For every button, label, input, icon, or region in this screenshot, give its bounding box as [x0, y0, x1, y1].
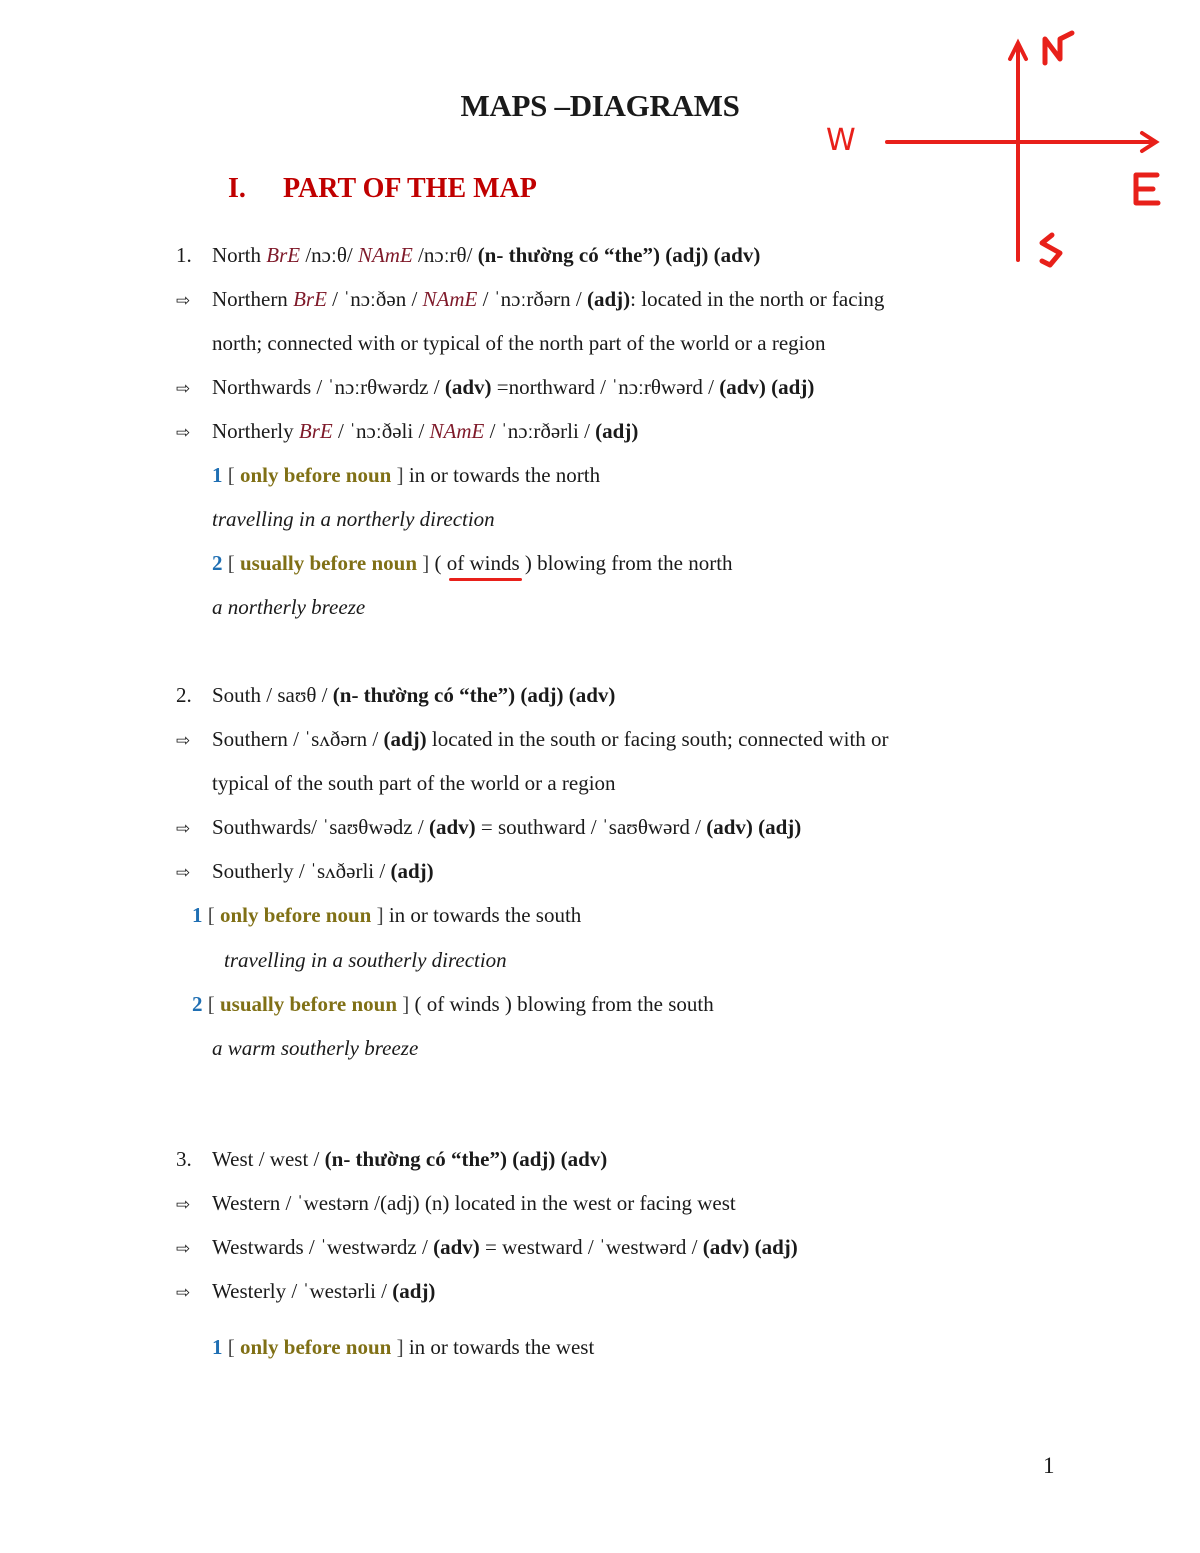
grammar-tag: usually before noun — [220, 992, 397, 1016]
part-of-speech: (n- thường có “the”) (adj) (adv) — [332, 683, 616, 707]
arrow-icon: ⇨ — [176, 379, 191, 399]
arrow-icon: ⇨ — [176, 1195, 191, 1215]
headword: West / west / — [212, 1147, 325, 1171]
arrow-icon: ⇨ — [176, 291, 191, 311]
page-number: 1 — [1043, 1453, 1055, 1478]
definition: : located in the north or facing — [630, 287, 885, 311]
bracket: [ — [222, 1335, 240, 1359]
sense-1 — [212, 460, 600, 490]
compass-n-glyph — [1045, 33, 1072, 63]
part-of-speech: (adj) — [383, 727, 427, 751]
sense-number: 1 — [212, 463, 223, 487]
ipa-bre: / ˈnɔːðən / — [326, 287, 423, 311]
bre-label: BrE — [266, 243, 301, 267]
entry-northern — [176, 284, 884, 314]
entry-western — [176, 1188, 736, 1218]
compass-w-label: W — [826, 123, 856, 158]
bre-label: BrE — [298, 419, 333, 443]
headword: Southerly / ˈsʌðərli / — [212, 859, 391, 883]
compass-e-glyph — [1136, 175, 1158, 203]
headword: Northwards / ˈnɔːrθwərdz / — [212, 375, 445, 399]
definition: in or towards the west — [403, 1335, 595, 1359]
part-of-speech: (adj) — [586, 287, 631, 311]
headword: Southern / ˈsʌðərn / — [212, 727, 384, 751]
bre-label: BrE — [293, 287, 327, 311]
entry-westwards — [176, 1232, 798, 1262]
grammar-tag: only before noun — [240, 463, 392, 487]
synonym: = southward / ˈsaʊθwərd / — [475, 815, 707, 839]
grammar-tag: only before noun — [220, 903, 372, 927]
page-title: MAPS –DIAGRAMS — [460, 88, 740, 123]
name-label: NAmE — [357, 243, 413, 267]
part-of-speech: (adj) — [595, 419, 639, 443]
headword: Northern — [212, 287, 294, 311]
definition: ( of winds ) blowing from the south — [409, 992, 714, 1016]
entry-westerly — [176, 1276, 435, 1306]
sense-2 — [212, 548, 733, 578]
name-label: NAmE — [429, 419, 485, 443]
ipa-bre: / ˈnɔːðəli / — [332, 419, 430, 443]
part-of-speech: (adv) (adj) — [719, 375, 815, 399]
compass-diagram — [820, 25, 1170, 275]
definition-continuation: north; connected with or typical of the north part of the world or a region — [212, 331, 826, 355]
ipa-name: / ˈnɔːrðərli / — [484, 419, 596, 443]
sense-number: 1 — [212, 1335, 223, 1359]
arrow-icon: ⇨ — [176, 731, 191, 751]
entry-southerly — [176, 856, 434, 886]
definition: ) blowing from the north — [519, 551, 733, 575]
part-of-speech: (adv) (adj) — [702, 1235, 798, 1259]
headword: Northerly — [212, 419, 299, 443]
part-of-speech: (n- thường có “the”) (adj) (adv) — [477, 243, 761, 267]
example-sentence: a warm southerly breeze — [212, 1036, 419, 1060]
bracket: [ — [222, 463, 240, 487]
arrow-icon: ⇨ — [176, 819, 191, 839]
bracket: ] — [417, 551, 430, 575]
entry-northwards — [176, 372, 814, 402]
sense-number: 2 — [212, 551, 223, 575]
sense-1 — [192, 900, 581, 930]
section-heading — [228, 173, 537, 205]
compass-s-glyph — [1042, 235, 1060, 265]
definition: in or towards the south — [383, 903, 582, 927]
part-of-speech: (adv) — [433, 1235, 480, 1259]
entry-number: 1. — [176, 243, 192, 267]
bracket: [ — [202, 903, 220, 927]
definition: located in the south or facing south; connected with or — [426, 727, 889, 751]
example-sentence: a northerly breeze — [212, 595, 366, 619]
sense-number: 1 — [192, 903, 203, 927]
headword: Westwards / ˈwestwərdz / — [212, 1235, 434, 1259]
entry-south — [176, 680, 615, 710]
entry-number: 3. — [176, 1147, 192, 1171]
part-of-speech: (adj) — [392, 1279, 436, 1303]
definition: in or towards the north — [403, 463, 601, 487]
grammar-tag: only before noun — [240, 1335, 392, 1359]
grammar-tag: usually before noun — [240, 551, 417, 575]
entry-northerly — [176, 416, 638, 446]
synonym: = westward / ˈwestwərd / — [479, 1235, 703, 1259]
example-sentence: travelling in a southerly direction — [224, 948, 507, 972]
sense-1 — [212, 1332, 594, 1362]
entry-north — [176, 240, 760, 270]
headword: Westerly / ˈwestərli / — [212, 1279, 393, 1303]
entry-number: 2. — [176, 683, 192, 707]
example-sentence: travelling in a northerly direction — [212, 507, 495, 531]
part-of-speech: (adv) — [428, 815, 476, 839]
entry-southwards — [176, 812, 801, 842]
arrow-icon: ⇨ — [176, 863, 191, 883]
headword: North — [212, 243, 261, 267]
sense-number: 2 — [192, 992, 203, 1016]
name-label: NAmE — [422, 287, 478, 311]
arrow-icon: ⇨ — [176, 1283, 191, 1303]
part-of-speech: (adv) (adj) — [706, 815, 802, 839]
underlined-phrase: of winds — [446, 551, 520, 575]
bracket: ] — [391, 463, 404, 487]
bracket: [ — [202, 992, 220, 1016]
bracket: ] — [397, 992, 410, 1016]
section-number: I. — [228, 173, 246, 204]
arrow-icon: ⇨ — [176, 1239, 191, 1259]
headword: Southwards/ ˈsaʊθwədz / — [212, 815, 429, 839]
part-of-speech: (adv) — [444, 375, 492, 399]
definition: ( — [429, 551, 447, 575]
ipa-name: /nɔːrθ/ — [412, 243, 478, 267]
part-of-speech: (adj) — [390, 859, 434, 883]
synonym: =northward / ˈnɔːrθwərd / — [491, 375, 720, 399]
section-title: PART OF THE MAP — [283, 173, 537, 204]
bracket: [ — [222, 551, 240, 575]
part-of-speech: (n- thường có “the”) (adj) (adv) — [324, 1147, 608, 1171]
bracket: ] — [391, 1335, 404, 1359]
sense-2 — [192, 989, 714, 1019]
bracket: ] — [371, 903, 384, 927]
ipa-name: / ˈnɔːrðərn / — [477, 287, 587, 311]
headword: South / saʊθ / — [212, 683, 333, 707]
entry-west — [176, 1144, 607, 1174]
headword: Western / ˈwestərn /(adj) (n) located in the west or facing west — [212, 1191, 736, 1215]
ipa-bre: /nɔːθ/ — [300, 243, 358, 267]
entry-southern — [176, 724, 889, 754]
arrow-icon: ⇨ — [176, 423, 191, 443]
definition-continuation: typical of the south part of the world or a region — [212, 771, 616, 795]
